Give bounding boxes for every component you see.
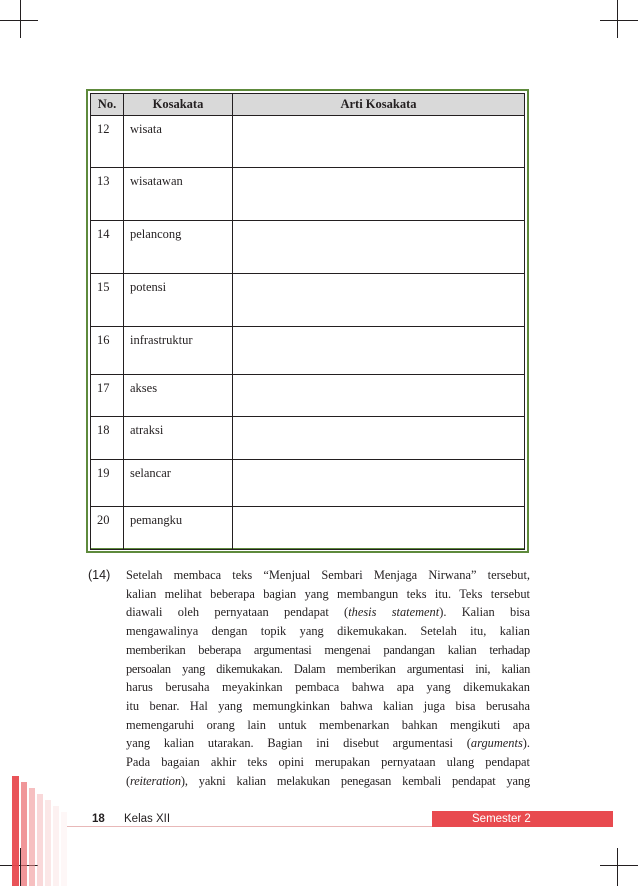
row-meaning	[233, 221, 525, 274]
crop-mark	[0, 20, 38, 21]
italic-term: thesis statement	[348, 605, 440, 620]
row-word: potensi	[124, 274, 233, 327]
page-number: 18	[92, 813, 105, 825]
row-number: 15	[91, 274, 124, 327]
row-meaning	[233, 417, 525, 460]
paragraph-line	[126, 603, 530, 622]
table-row	[91, 375, 525, 417]
row-word: atraksi	[124, 417, 233, 460]
row-number: 17	[91, 375, 124, 417]
table-row	[91, 327, 525, 375]
row-number: 12	[91, 116, 124, 168]
row-meaning	[233, 507, 525, 550]
table-row	[91, 417, 525, 460]
paragraph-line: Pada bagaian akhir teks opini merupakan pernyataan ulang pendapat	[126, 755, 530, 770]
text-run: (	[126, 773, 130, 788]
paragraph-line: mengawalinya dengan topik yang dikemukakan. Setelah itu, kalian	[126, 624, 530, 639]
paragraph-line: itu benar. Hal yang memungkinkan bahwa kalian juga bisa berusaha	[126, 698, 530, 713]
book-title: Kelas XII	[124, 813, 171, 825]
crop-mark	[617, 848, 618, 886]
table-row	[91, 168, 525, 221]
italic-term: reiteration	[129, 773, 181, 788]
crop-mark	[600, 865, 638, 866]
text-run: ). Kalian bisa	[439, 605, 531, 620]
text-run: yang kalian utarakan. Bagian ini disebut argumentasi (	[126, 736, 471, 751]
crop-mark	[20, 0, 21, 38]
table-row	[91, 507, 525, 550]
row-number: 18	[91, 417, 124, 460]
row-word: wisatawan	[124, 168, 233, 221]
header-kosakata: Kosakata	[124, 94, 233, 116]
row-number: 20	[91, 507, 124, 550]
decorative-bars	[0, 776, 70, 886]
row-meaning	[233, 168, 525, 221]
row-meaning	[233, 460, 525, 507]
table-header-row	[91, 94, 525, 116]
paragraph-line: harus berusaha meyakinkan pembaca bahwa apa yang dikemukakan	[126, 680, 530, 695]
row-word: wisata	[124, 116, 233, 168]
crop-mark	[617, 0, 618, 38]
paragraph-line	[126, 734, 530, 753]
row-number: 14	[91, 221, 124, 274]
text-run: diawali oleh pernyataan pendapat (	[126, 605, 349, 620]
row-meaning	[233, 327, 525, 375]
table-row	[91, 221, 525, 274]
vocabulary-table	[90, 93, 525, 550]
paragraph-line	[126, 772, 530, 791]
row-number: 16	[91, 327, 124, 375]
paragraph-line: persoalan yang dikemukakan. Dalam memberikan argumentasi ini, kalian	[126, 661, 530, 676]
row-word: akses	[124, 375, 233, 417]
semester-label: Semester 2	[472, 813, 531, 825]
row-meaning	[233, 375, 525, 417]
text-run: ), yakni kalian melakukan penegasan kembali pendapat yang	[180, 773, 530, 788]
paragraph-line: memengaruhi orang lain untuk membenarkan bahkan mengikuti apa	[126, 717, 530, 732]
row-word: pemangku	[124, 507, 233, 550]
table-row	[91, 116, 525, 168]
row-word: pelancong	[124, 221, 233, 274]
row-word: infrastruktur	[124, 327, 233, 375]
header-no: No.	[91, 94, 124, 116]
italic-term: arguments	[470, 736, 523, 751]
paragraph-body	[126, 566, 530, 790]
row-number: 19	[91, 460, 124, 507]
paragraph-line: memberikan beberapa argumentasi mengenai pandangan kalian terhadap	[126, 642, 530, 657]
crop-mark	[600, 20, 638, 21]
row-meaning	[233, 274, 525, 327]
row-word: selancar	[124, 460, 233, 507]
text-run: ).	[522, 736, 530, 751]
header-arti: Arti Kosakata	[233, 94, 525, 116]
paragraph-14	[90, 566, 530, 790]
row-meaning	[233, 116, 525, 168]
table-row	[91, 460, 525, 507]
table-row	[91, 274, 525, 327]
paragraph-line: kalian melihat beberapa bagian yang membangun teks itu. Teks tersebut	[126, 586, 530, 601]
row-number: 13	[91, 168, 124, 221]
paragraph-number: (14)	[88, 568, 111, 582]
paragraph-line: Setelah membaca teks “Menjual Sembari Menjaga Nirwana” tersebut,	[126, 568, 530, 582]
